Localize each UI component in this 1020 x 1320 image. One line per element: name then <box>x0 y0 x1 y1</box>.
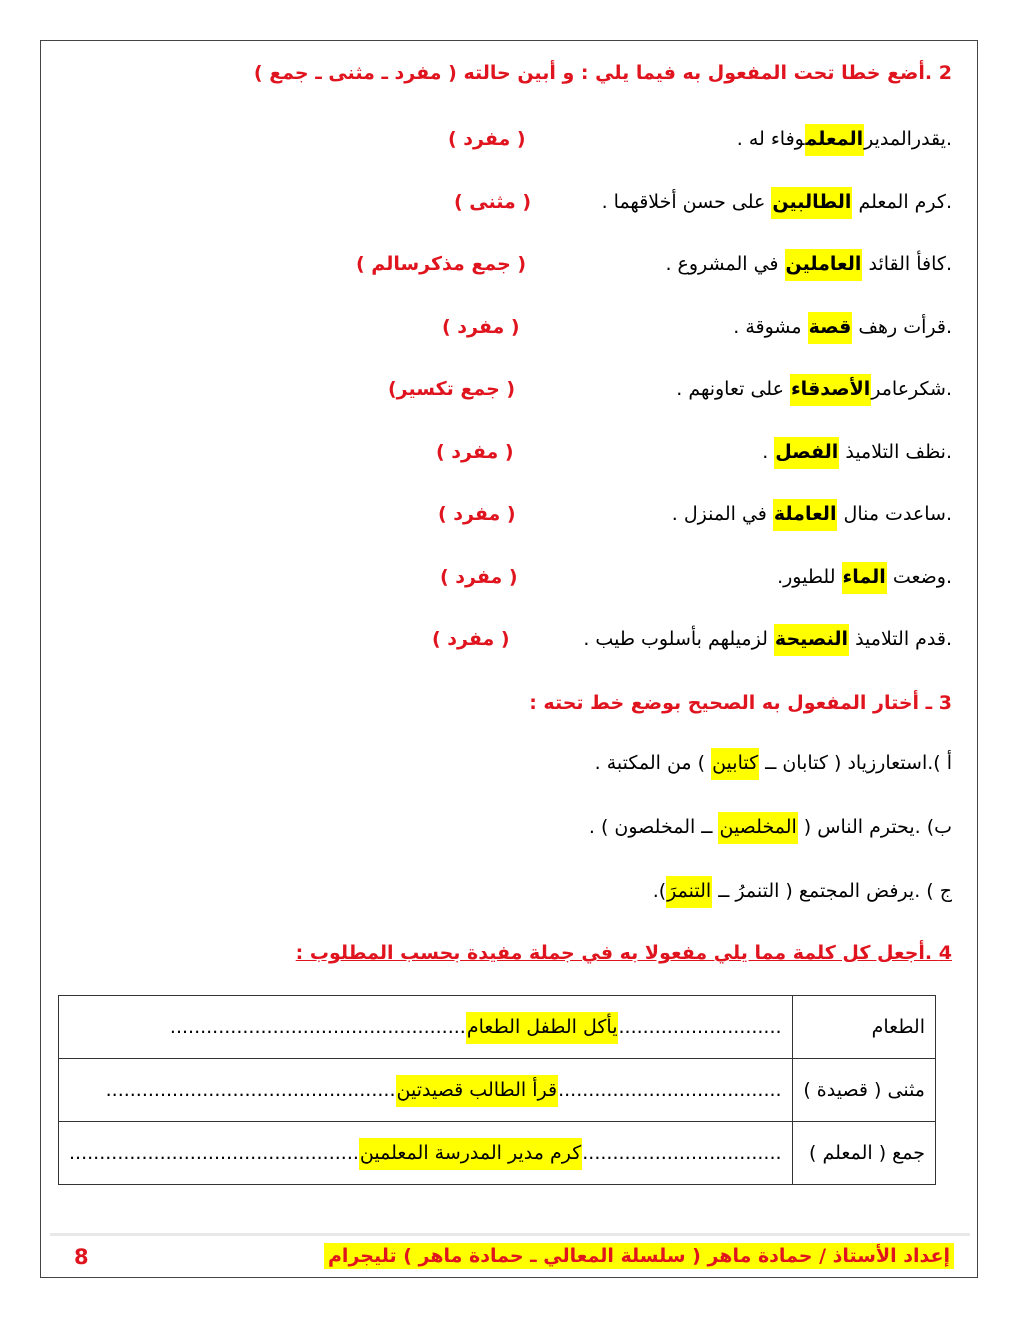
dots-left: ................................................. <box>169 1016 466 1038</box>
q2-item <box>60 622 952 662</box>
sentence-after: على حسن أخلاقهما . <box>601 190 772 213</box>
dots-left: ................................................ <box>69 1142 359 1164</box>
q2-answer: ( مفرد ) <box>448 128 526 150</box>
sentence-before: .يقدرالمدير <box>864 128 952 150</box>
q2-sentence <box>676 378 952 400</box>
q2-item <box>60 185 952 225</box>
q2-item <box>60 435 952 475</box>
object-highlight: المعلم <box>805 124 865 156</box>
choice-prefix: أ ).استعارزياد ( كتابان ــ <box>759 752 952 774</box>
q2-answer: ( مفرد ) <box>438 503 516 525</box>
sentence-after: للطيور. <box>777 565 842 588</box>
answer-cell <box>59 1122 793 1185</box>
table-row <box>59 1059 936 1122</box>
q2-answer: ( مفرد ) <box>440 565 518 588</box>
object-highlight: الفصل <box>774 437 839 469</box>
choice-suffix: ــ المخلصون ) . <box>588 816 719 838</box>
object-highlight: قصة <box>808 312 853 344</box>
q2-item <box>60 247 952 287</box>
choice-prefix: ب) .يحترم الناس ( <box>797 816 952 838</box>
sentence-before: .قدم التلاميذ <box>849 628 952 650</box>
sentence-after: على تعاونهم . <box>676 378 790 400</box>
answer-sentence: كرم مدير المدرسة المعلمين <box>359 1138 582 1170</box>
page-number: 8 <box>74 1245 89 1269</box>
q2-sentence <box>737 128 952 150</box>
word-cell: الطعام <box>792 996 935 1059</box>
word-cell: مثنى ( قصيدة ) <box>792 1059 935 1122</box>
object-highlight: الماء <box>842 562 887 594</box>
q2-sentence <box>672 503 952 525</box>
q2-answer: ( جمع مذكرسالم ) <box>356 253 527 275</box>
q3-heading: 3 ـ أختار المفعول به الصحيح بوضع خط تحته : <box>529 692 952 714</box>
q2-sentence <box>602 191 952 213</box>
sentence-after: . <box>762 440 775 463</box>
q4-table <box>58 995 936 1185</box>
table-row <box>59 996 936 1059</box>
sentence-after: مشوقة . <box>733 315 808 338</box>
choice-prefix: ج ) .يرفض المجتمع ( التنمرُ ــ <box>712 880 952 902</box>
q2-answer: ( مفرد ) <box>432 628 510 650</box>
sentence-before: .ساعدت منال <box>837 503 952 525</box>
object-highlight: العاملة <box>773 499 838 531</box>
q2-sentence <box>777 566 952 588</box>
q2-sentence <box>665 253 952 275</box>
object-highlight: الأصدقاء <box>790 374 871 406</box>
q2-item <box>60 372 952 412</box>
sentence-before: .قرأت رهف <box>852 315 952 338</box>
dots-right: ........................... <box>618 1016 782 1038</box>
q3-choice-a <box>595 752 952 774</box>
word-cell: جمع ( المعلم ) <box>792 1122 935 1185</box>
q2-item <box>60 560 952 600</box>
footer-credit: إعداد الأستاذ / حمادة ماهر ( سلسلة المعالي ـ حمادة ماهر ) تليجرام <box>324 1243 954 1269</box>
q4-heading: 4 .أجعل كل كلمة مما يلي مفعولا به في جملة مفيدة بحسب المطلوب : <box>295 942 952 964</box>
q2-sentence <box>733 316 952 338</box>
q2-item <box>60 122 952 162</box>
answer-cell <box>59 1059 793 1122</box>
choice-answer: كتابين <box>711 748 759 780</box>
q2-answer: ( جمع تكسير) <box>388 378 516 400</box>
choice-answer: التنمرَ <box>666 876 712 908</box>
sentence-after: لزميلهم بأسلوب طيب . <box>583 628 774 650</box>
choice-suffix: ). <box>652 880 667 902</box>
q2-heading: 2 .أضع خطا تحت المفعول به فيما يلي : و أبين حالته ( مفرد ـ مثنى ـ جمع ) <box>253 62 952 84</box>
sentence-after: في المشروع . <box>665 253 785 275</box>
q2-answer: ( مفرد ) <box>442 315 520 338</box>
sentence-after: وفاء له . <box>736 128 805 150</box>
sentence-before: .نظف التلاميذ <box>839 440 952 463</box>
table-row <box>59 1122 936 1185</box>
q2-sentence <box>762 441 952 463</box>
object-highlight: العاملين <box>785 249 863 281</box>
sentence-after: في المنزل . <box>671 503 773 525</box>
q3-choice-b <box>589 816 952 838</box>
choice-answer: المخلصين <box>718 812 797 844</box>
sentence-before: .شكرعامر <box>871 378 952 400</box>
q3-choice-c <box>653 880 952 902</box>
answer-sentence: قرأ الطالب قصيدتين <box>396 1075 559 1107</box>
q2-answer: ( مثنى ) <box>454 190 532 213</box>
q2-answer: ( مفرد ) <box>436 440 514 463</box>
q2-sentence <box>583 628 952 650</box>
object-highlight: النصيحة <box>774 624 849 656</box>
dots-right: ................................. <box>582 1142 782 1164</box>
footer-divider <box>50 1233 970 1236</box>
object-highlight: الطالبين <box>771 187 852 219</box>
choice-suffix: ) من المكتبة . <box>594 752 712 774</box>
q2-item <box>60 310 952 350</box>
answer-cell <box>59 996 793 1059</box>
q2-item <box>60 497 952 537</box>
sentence-before: .كافأ القائد <box>862 253 952 275</box>
sentence-before: .كرم المعلم <box>852 190 952 213</box>
answer-sentence: يأكل الطفل الطعام <box>466 1012 619 1044</box>
dots-left: ................................................ <box>105 1079 396 1101</box>
dots-right: ..................................... <box>558 1079 782 1101</box>
sentence-before: .وضعت <box>886 565 952 588</box>
